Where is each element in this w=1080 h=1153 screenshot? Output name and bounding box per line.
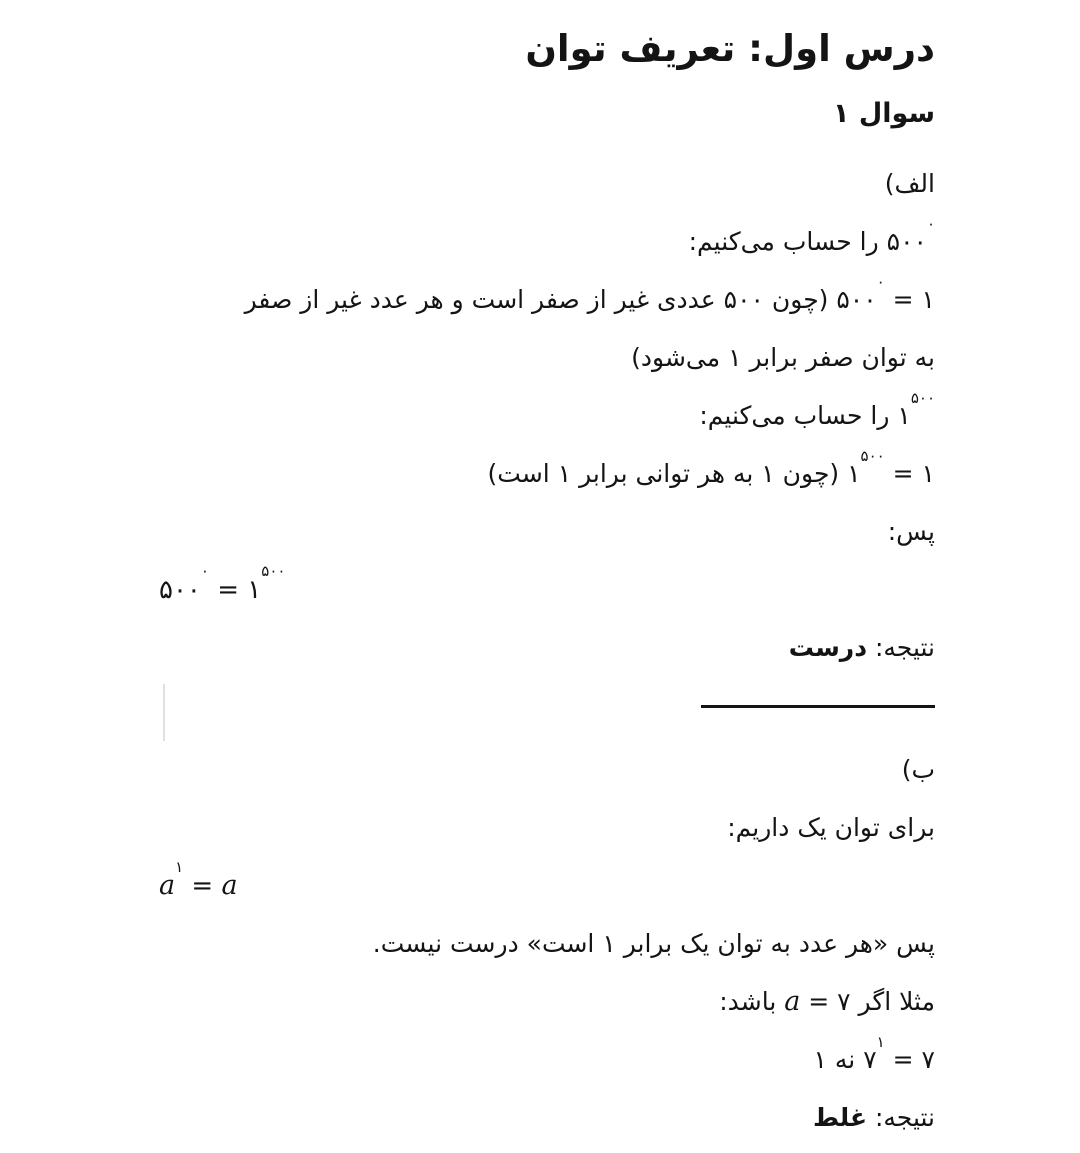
math-value: ۷ [837,987,851,1016]
math-exponent: ۰ [876,272,885,291]
paragraph-text: باشد: [719,987,785,1016]
result-value: غلط [812,1103,868,1132]
math-tail: = ۱ [884,285,935,314]
math-base: ۱ [847,459,861,488]
math-base: ۷ [863,1045,877,1074]
result-label: نتیجه: [867,1103,935,1132]
faint-vertical-artifact [163,684,165,741]
math-variable: a [221,870,238,901]
result-line-a [145,630,935,666]
paragraph-text: را حساب می‌کنیم: [688,227,887,256]
display-equation-b [145,858,935,904]
paragraph-so: پس: [887,517,935,546]
paragraph-conclusion-quote: پس «هر عدد به توان یک برابر ۱ است» درست نیست. [372,929,935,958]
paragraph-text: را حساب می‌کنیم: [699,401,898,430]
equals-sign: = [800,987,838,1016]
display-equation-a [145,562,935,608]
section-divider [701,705,935,708]
inline-math-7-pow-1-equals-7 [863,1032,935,1074]
math-exponent: ۵۰۰ [261,562,286,581]
inline-math-1-pow-500-equals-1 [847,446,935,488]
paragraph-eq-500-reason [145,272,935,318]
page-title: درس اول: تعریف توان [525,27,935,70]
paragraph-check-7 [145,1032,935,1078]
paragraph-text: (چون ۵۰۰ عددی غیر از صفر است و هر عدد غیر از صفر [244,285,837,314]
result-label: نتیجه: [867,633,935,662]
paragraph-eq-500-reason-cont: به توان صفر برابر ۱ می‌شود) [631,343,935,372]
math-tail: = ۱ [884,459,935,488]
math-exponent: ۵۰۰ [910,388,935,407]
math-variable: a [159,870,176,901]
inline-math-500-pow-0 [886,214,935,256]
paragraph-power-one-intro: برای توان یک داریم: [727,813,935,842]
paragraph-eq-1-reason [145,446,935,492]
math-exponent: ۰ [200,562,209,581]
math-base: ۱ [897,401,911,430]
inline-math-500-pow-0-equals-1 [836,272,935,314]
result-line-b [145,1100,935,1136]
paragraph-text: (چون ۱ به هر توانی برابر ۱ است) [487,459,848,488]
part-b-label: ب) [901,755,935,784]
paragraph-example [145,984,935,1020]
math-base: ۵۰۰ [159,575,201,605]
question-heading: سوال ۱ [832,98,935,129]
paragraph-calc-1 [145,388,935,434]
math-exponent: ۰ [926,214,935,233]
result-value: درست [788,633,868,662]
math-tail: = ۷ [884,1045,935,1074]
math-exponent: ۱ [876,1032,885,1051]
math-exponent: ۱ [175,858,184,877]
paragraph-calc-500 [145,214,935,260]
part-a-label: الف) [884,169,935,198]
math-exponent: ۵۰۰ [860,446,885,465]
paragraph-text: نه ۱ [813,1045,864,1074]
math-base: ۵۰۰ [836,285,877,314]
equals-sign: = [208,575,248,605]
paragraph-text: مثلا اگر [850,987,935,1016]
inline-math-a-equals-7 [784,987,850,1016]
math-base: ۱ [247,575,262,605]
math-base: ۵۰۰ [886,227,927,256]
equals-sign: = [183,871,222,901]
math-variable: a [784,986,801,1017]
inline-math-1-pow-500 [897,388,935,430]
